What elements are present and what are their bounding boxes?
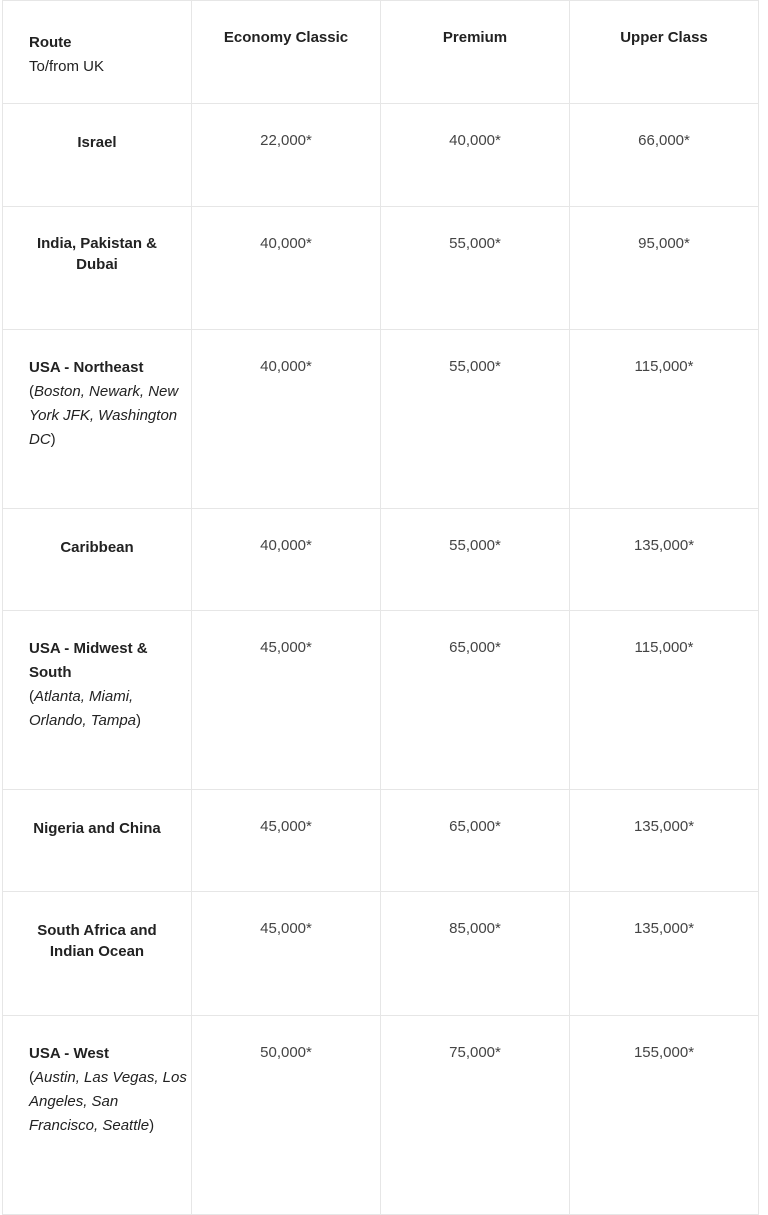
upper-value: 95,000* (570, 207, 759, 330)
route-name: USA - Northeast (29, 359, 144, 376)
premium-value: 40,000* (381, 104, 570, 207)
route-name: Caribbean (3, 509, 192, 611)
table-header-row (3, 1, 759, 104)
upper-value: 115,000* (570, 611, 759, 790)
route-name: USA - Midwest & South (29, 640, 148, 681)
table-row (3, 1016, 759, 1215)
premium-value: 55,000* (381, 207, 570, 330)
route-cell (3, 611, 192, 790)
route-name: India, Pakistan & Dubai (3, 207, 192, 330)
table-row (3, 330, 759, 509)
economy-value: 22,000* (192, 104, 381, 207)
route-name: South Africa and Indian Ocean (3, 892, 192, 1016)
route-name: Nigeria and China (3, 790, 192, 892)
route-name: Israel (3, 104, 192, 207)
paren-close: ) (149, 1117, 155, 1134)
route-name: USA - West (29, 1045, 110, 1062)
premium-value: 55,000* (381, 509, 570, 611)
table-row (3, 104, 759, 207)
table-row (3, 207, 759, 330)
premium-value: 65,000* (381, 790, 570, 892)
header-route-label: Route (29, 34, 72, 51)
premium-value: 65,000* (381, 611, 570, 790)
economy-value: 40,000* (192, 207, 381, 330)
economy-value: 50,000* (192, 1016, 381, 1215)
table-row (3, 509, 759, 611)
premium-value: 85,000* (381, 892, 570, 1016)
economy-value: 45,000* (192, 892, 381, 1016)
cities-list: Boston, Newark, New York JFK, Washington DC (29, 383, 179, 448)
upper-value: 115,000* (570, 330, 759, 509)
reward-fares-table (2, 0, 759, 1215)
route-cell (3, 1016, 192, 1215)
paren-open: ( (29, 1069, 34, 1086)
table-row (3, 790, 759, 892)
upper-value: 66,000* (570, 104, 759, 207)
paren-close: ) (136, 712, 142, 729)
route-cities (29, 380, 191, 452)
premium-value: 55,000* (381, 330, 570, 509)
economy-value: 45,000* (192, 790, 381, 892)
economy-value: 45,000* (192, 611, 381, 790)
route-cities (29, 685, 191, 733)
table-row (3, 892, 759, 1016)
route-cities (29, 1066, 191, 1138)
cities-list: Austin, Las Vegas, Los Angeles, San Francisco, Seattle (29, 1069, 187, 1134)
economy-value: 40,000* (192, 330, 381, 509)
upper-value: 135,000* (570, 509, 759, 611)
upper-value: 155,000* (570, 1016, 759, 1215)
paren-open: ( (29, 383, 34, 400)
paren-open: ( (29, 688, 34, 705)
cities-list: Atlanta, Miami, Orlando, Tampa (29, 688, 137, 729)
header-route (3, 1, 192, 104)
header-premium: Premium (381, 1, 570, 104)
header-route-sublabel: To/from UK (29, 58, 105, 75)
premium-value: 75,000* (381, 1016, 570, 1215)
economy-value: 40,000* (192, 509, 381, 611)
paren-close: ) (50, 431, 56, 448)
table-row (3, 611, 759, 790)
upper-value: 135,000* (570, 790, 759, 892)
header-upper-class: Upper Class (570, 1, 759, 104)
route-cell (3, 330, 192, 509)
header-economy-classic: Economy Classic (192, 1, 381, 104)
upper-value: 135,000* (570, 892, 759, 1016)
